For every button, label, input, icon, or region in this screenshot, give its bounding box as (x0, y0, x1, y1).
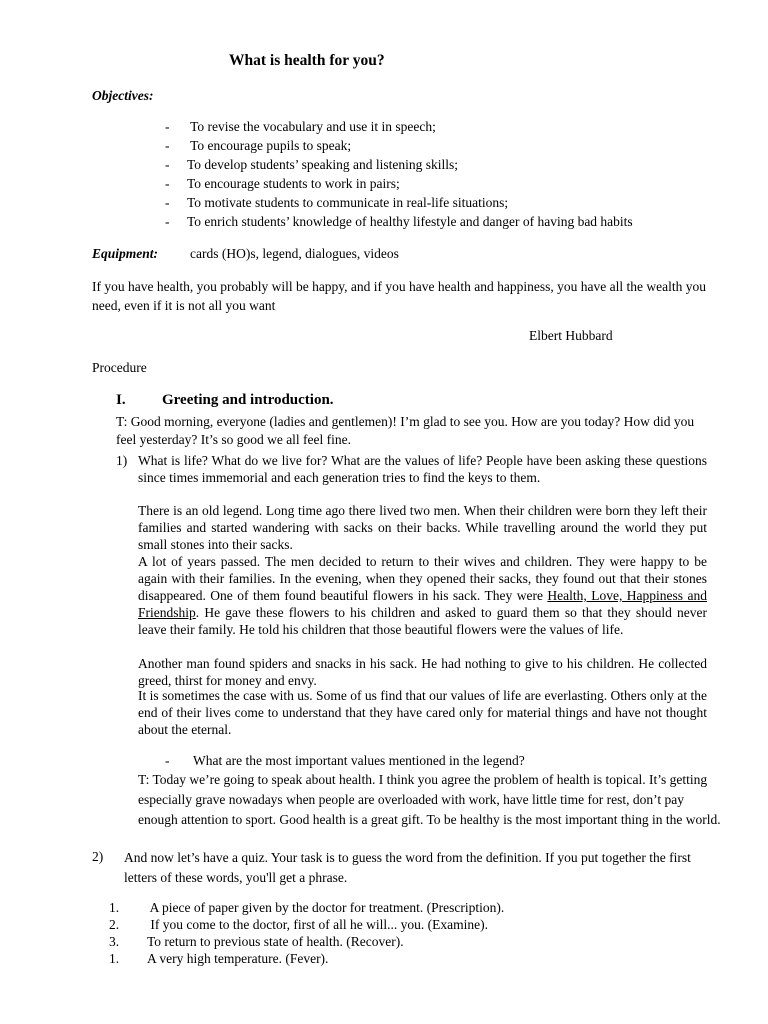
list-item: 2. If you come to the doctor, first of all he will... you. (Examine). (109, 917, 488, 932)
procedure-label: Procedure (92, 360, 147, 375)
values-underlined: Health, Love, Happiness and Friendship (138, 588, 707, 620)
teacher-greeting: T: Good morning, everyone (ladies and gentlemen)! I’m glad to see you. How are you today? How did you feel yesterday? It’s so good we all feel fine. (116, 414, 695, 447)
list-item: - To develop students’ speaking and listening skills; (165, 157, 459, 172)
legend-paragraph-2: A lot of years passed. The men decided to return to their wives and children. They were happy to be again with their families. In the evening, when they opened their sacks, they found out that their stones disappeared. One of them found beautiful flowers in his sack. They were Health, Love, Happiness and Friendship. He gave these flowers to his children and asked to guard them so that they should never leave their family. He told his children that those beautiful flowers were the values of life. (138, 554, 707, 637)
list-item: 3. To return to previous state of health. (Recover). (109, 934, 404, 949)
item-number: 2) (92, 849, 104, 864)
equipment-label: Equipment: (92, 246, 159, 261)
section-title: Greeting and introduction. (162, 392, 334, 408)
discussion-question: - What are the most important values mentioned in the legend? (165, 753, 525, 768)
item-number: 1) (116, 453, 128, 468)
page-title: What is health for you? (229, 52, 385, 69)
legend-paragraph-4: It is sometimes the case with us. Some of us find that our values of life are everlasting. Others only at the end of their lives come to understand that they have cared only for material things and have not thought about the eternal. (138, 688, 707, 737)
legend-paragraph-3: Another man found spiders and snacks in his sack. He had nothing to give to his children. He collected greed, thirst for money and envy. (138, 656, 707, 688)
equipment-line (92, 245, 399, 262)
quiz-list (109, 899, 504, 967)
list-item: - To revise the vocabulary and use it in speech; (165, 119, 436, 134)
epigraph-quote: If you have health, you probably will be happy, and if you have health and happiness, you have all the wealth you need, even if it is not all you want (92, 279, 706, 313)
list-item: - To encourage students to work in pairs; (165, 176, 400, 191)
list-item: - To enrich students’ knowledge of healthy lifestyle and danger of having bad habits (165, 214, 633, 229)
list-item: 1. A very high temperature. (Fever). (109, 951, 329, 966)
equipment-text: cards (HO)s, legend, dialogues, videos (190, 246, 399, 261)
list-item: 1. A piece of paper given by the doctor for treatment. (Prescription). (109, 900, 505, 915)
objectives-label: Objectives: (92, 88, 154, 103)
objectives-list (165, 118, 633, 232)
legend-paragraph-1: There is an old legend. Long time ago there lived two men. When their children were born they left their families and started wandering with sacks on their backs. While travelling around the world they put small stones into their sacks. (138, 503, 707, 552)
teacher-health-text: T: Today we’re going to speak about health. I think you agree the problem of health is topical. It’s getting especially grave nowadays when people are overloaded with work, have little time for rest, don’t pay enough attention to sport. Good health is a great gift. To be healthy is the most important thing in the world. (138, 772, 721, 827)
quote-author: Elbert Hubbard (529, 328, 613, 343)
list-item: - To encourage pupils to speak; (165, 138, 352, 153)
section-heading (116, 392, 334, 409)
quiz-intro: And now let’s have a quiz. Your task is to guess the word from the definition. If you put together the first letters of these words, you'll get a phrase. (124, 850, 691, 885)
list-item: - To motivate students to communicate in real-life situations; (165, 195, 509, 210)
life-question-paragraph: What is life? What do we live for? What are the values of life? People have been asking these questions since times immemorial and each generation tries to find the keys to them. (138, 453, 707, 485)
section-number: I. (116, 392, 126, 408)
